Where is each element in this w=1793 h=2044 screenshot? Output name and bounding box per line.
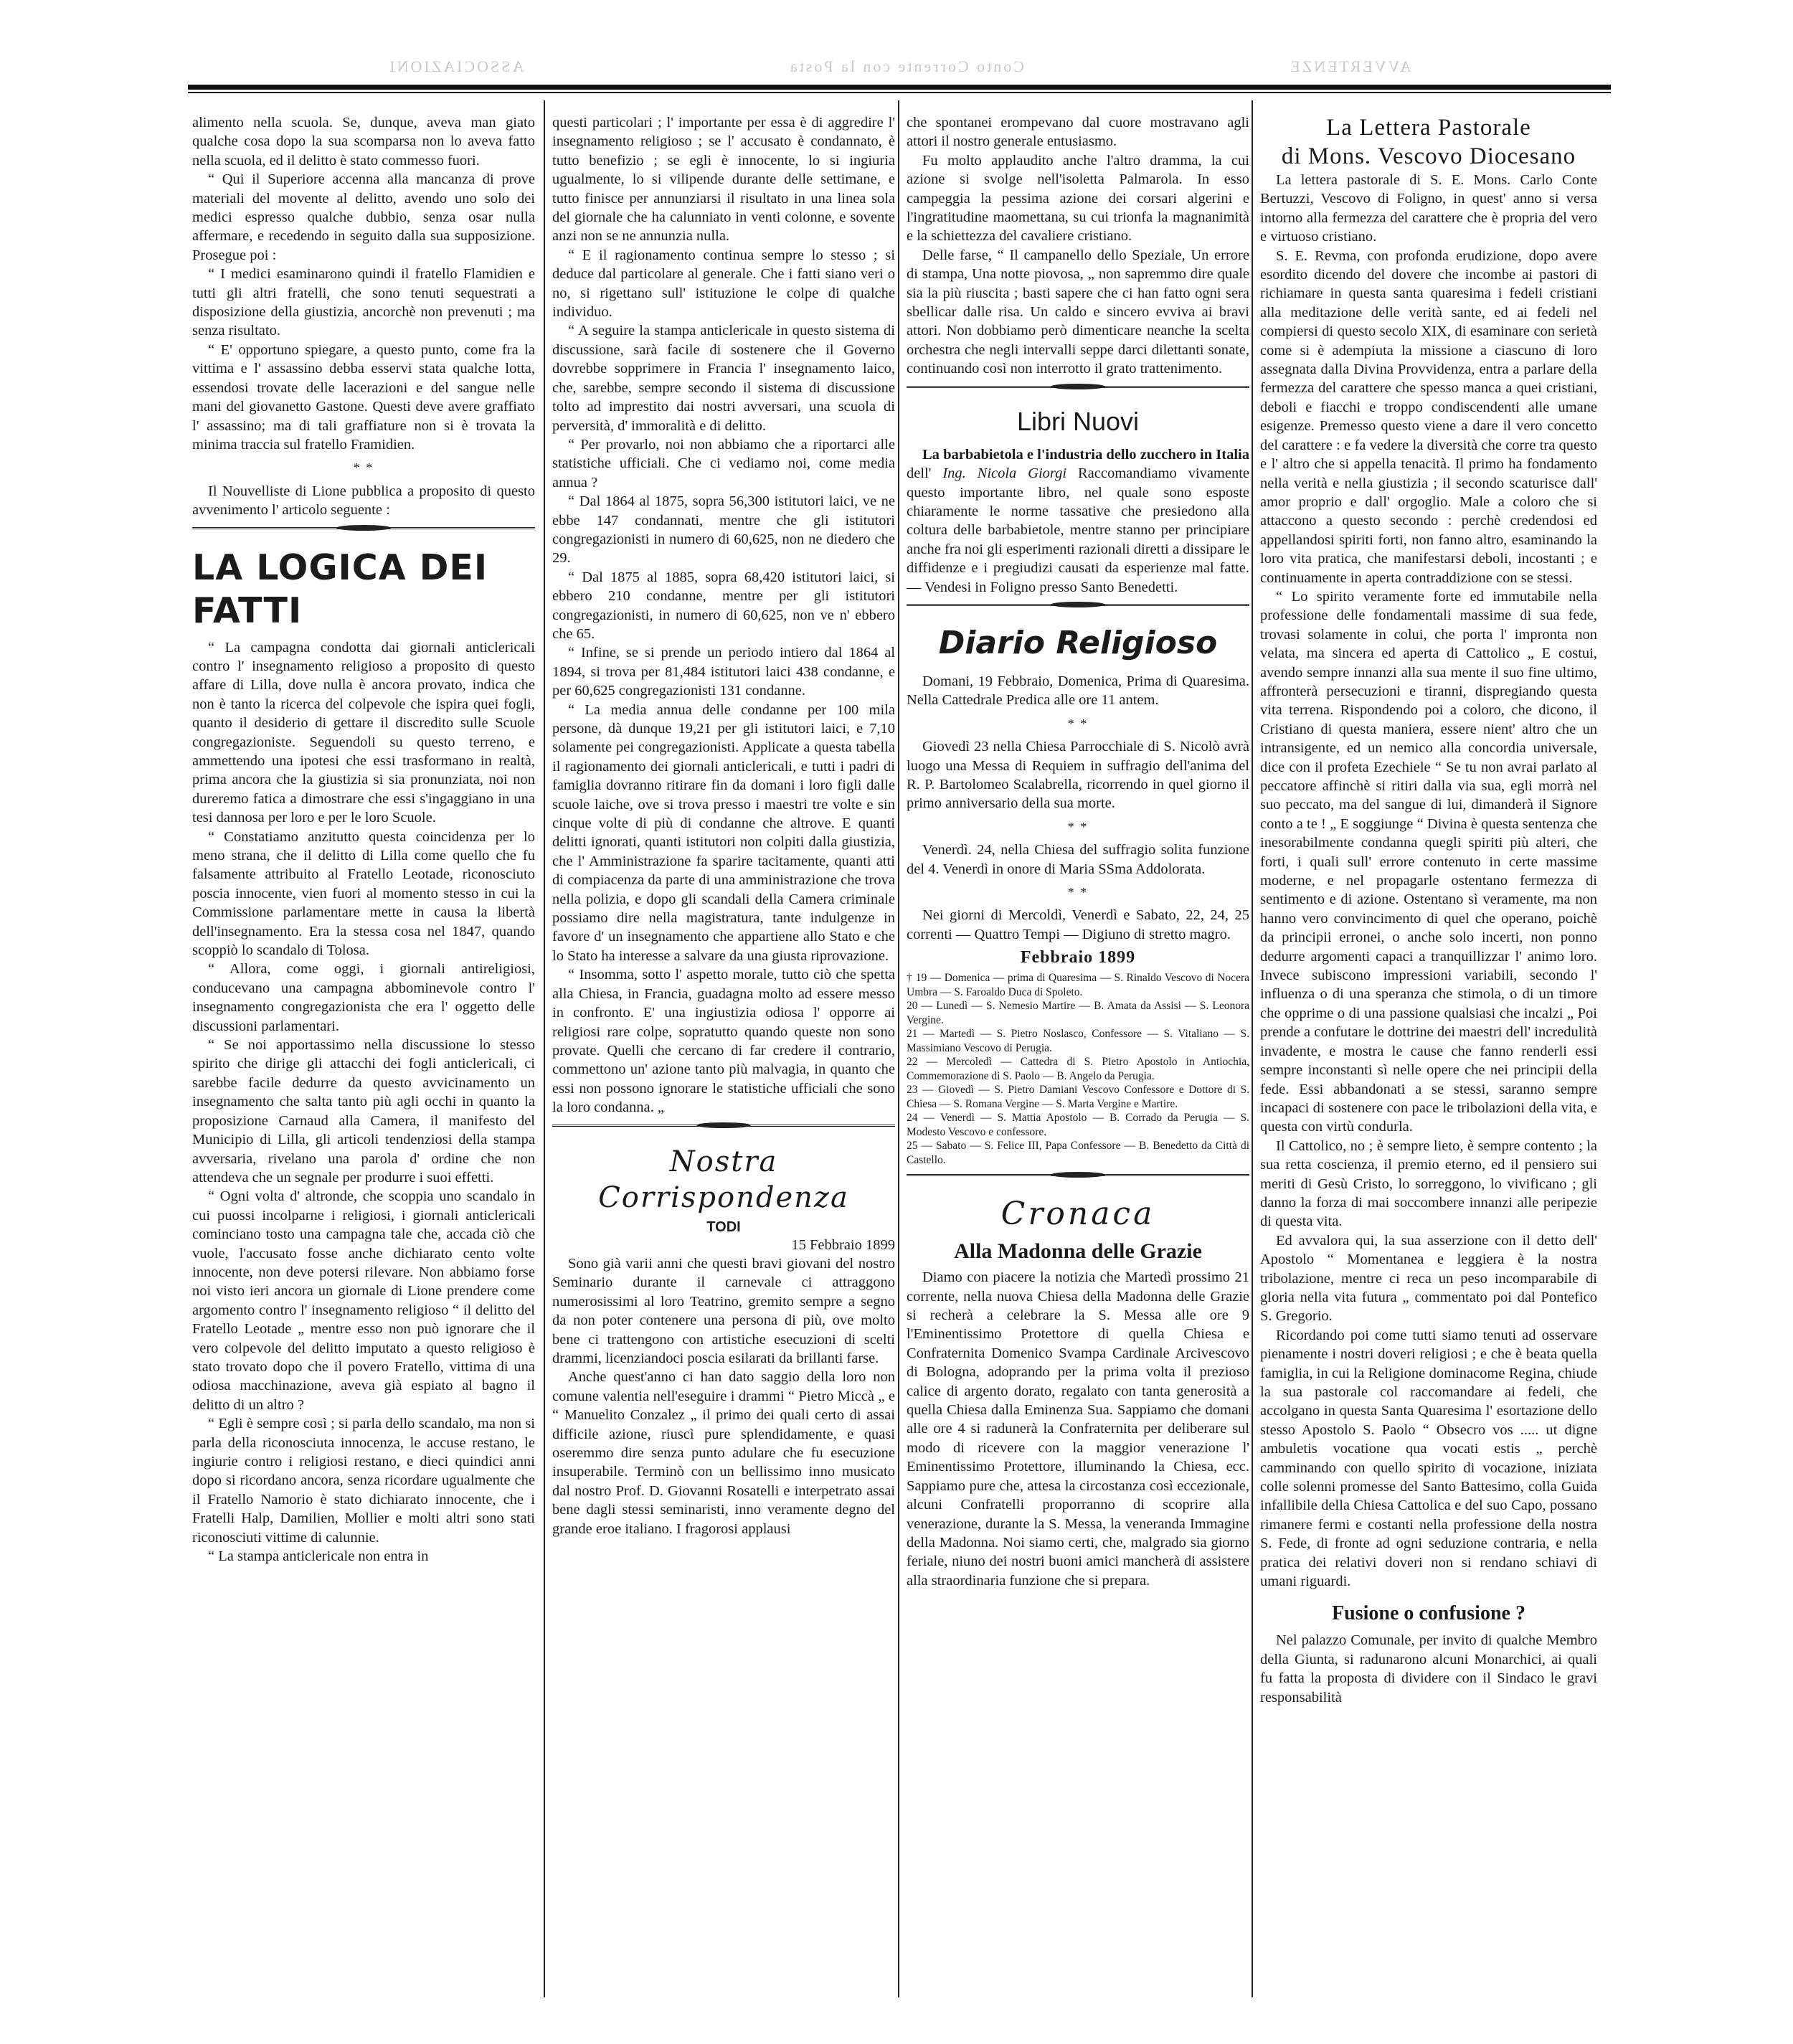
book-review: Raccomandiamo vivamente questo importante libro, nel quale sono esposte chiaramente le norme tassative che presiedono alla coltura delle barbabietole, mentre stanno per principiare anche fra noi gli esperimenti razionali diretti a dissipare le diffidenze e i pregiudizi causati da esperienze mal fatte. — Vendesi in Foligno presso Santo Benedetti.: [907, 465, 1250, 595]
column-divider-2: [898, 100, 899, 1997]
paragraph: La lettera pastorale di S. E. Mons. Carlo Conte Bertuzzi, Vescovo di Foligno, in quest' anno si versa intorno alla fermezza del carattere che è propria del vero e virtuoso cristiano.: [1260, 172, 1597, 245]
paragraph: Fu molto applaudito anche l'altro dramma, la cui azione si svolge nell'isoletta Palmarola. In esso campeggia la pessima azione dei corsari algerini e l'ingratitudine maomettana, su cui trionfa la magnanimità e la schiettezza del cavaliere cristiano.: [907, 152, 1249, 245]
article-headline: LA LOGICA DEI FATTI: [192, 547, 488, 631]
calendar-month: Febbraio 1899: [1020, 948, 1136, 967]
paragraph: Il Nouvelliste di Lione pubblica a proposito di questo avvenimento l' articolo seguente :: [192, 483, 535, 519]
article-subheadline: di Mons. Vescovo Diocesano: [1281, 143, 1576, 169]
paragraph: “ Ogni volta d' altronde, che scoppia uno scandalo in cui puossi incolparne i religiosi, i giornali anticlericali cominciano tosto una campagna tale che, accada ciò che vuole, l'accusato fosse anche dichiarato cento volte innocente, non deve potersi rilevare. Non abbiamo forse noi visto ieri ancora un giornale di Lione prendere come argomento contro l' insegnamento religioso “ il delitto del Fratello Leotade „ mentre esso non può ignorare che il vero colpevole del delitto imputato a questo religioso è stato trovato dopo che il povero Fratello, vittima di una odiosa macchinazione, aveva già espiato al bagno il delitto di un altro ?: [192, 1188, 535, 1413]
paragraph: “ Dal 1875 al 1885, sopra 68,420 istitutori laici, si ebbero 210 condanne, mentre per gli istitutori congregazionisti, in numero di 60,625, non ve n' ebbero che 65.: [552, 569, 895, 642]
paragraph: Ed avvalora qui, la sua asserzione con il detto dell' Apostolo “ Momentanea e leggiera è la nostra tribolazione, mentre ci reca un peso incomparabile di gloria nella vita futura „ commentato poi dal Pontefico S. Gregorio.: [1260, 1232, 1597, 1325]
section-heading-books: Libri Nuovi: [1016, 406, 1140, 436]
book-author-prefix: dell': [907, 465, 943, 482]
paragraph: Domani, 19 Febbraio, Domenica, Prima di Quaresima. Nella Cattedrale Predica alle ore 11 antem.: [907, 673, 1249, 709]
bleed-text-right: ASSOCIAZIONI: [387, 57, 524, 75]
ornament-divider: [907, 604, 1249, 616]
paragraph: “ Dal 1864 al 1875, sopra 56,300 istitutori laici, ve ne ebbe 147 condannati, mentre che gli istitutori congregazionisti in numero di 60,625, non ne diedero che 29.: [552, 493, 895, 567]
paragraph: S. E. Revma, con profonda erudizione, dopo avere esordito dicendo del dovere che incombe ai pastori di richiamare in questa santa quaresima i fedeli cristiani alla meditazione delle verità sante, ed ai fedeli nel compiersi di questo secolo XIX, di esaminare con serietà come si è adempiuta la missione a ciascuno di loro assegnata dalla Divina Provvidenza, entra a parlare della fermezza del carattere che spesso manca a quei cristiani, deboli e fiacchi e troppo condiscendenti alle umane esigenze. Premesso questo viene a dare il vero concetto del carattere : e fa vedere la diversità che corre tra questo e l' altro che si appella tenacità. Il primo ha fondamento nella verità e nella giustizia ; il secondo scaturisce dall' amor proprio e dall' orgoglio. Male a coloro che si attaccono a questo secondo : perchè credendosi ed appellandosi spiriti forti, non fanno altro, esaminando la loro vita pratica, che manifestarsi deboli, incostanti ; e continuamente in aperta contraddizione con se stessi.: [1260, 247, 1597, 586]
paragraph: Sono già varii anni che questi bravi giovani del nostro Seminario durante il carnevale ci attraggono numerosissimi al loro Teatrino, gremito sempre a segno da non poter contenere una persona di più, ove molto bene ci trattengono con artistiche esecuzioni di scelti drammi, licenziandoci poscia esilarati da brillanti farse.: [552, 1255, 895, 1366]
paragraph: “ La media annua delle condanne per 100 mila persone, dà dunque 19,21 per gli istitutori laici, e 7,10 solamente pei congregazionisti. Applicate a questa tabella il ragionamento dei giornali anticlericali, e tutti i padri di famiglia dovranno ritirare fin da domani i loro figli dalle scuole laiche, ove si trova presso i maestri tre volte e sin cinque volte di più di condanne che altrove. E quanti delitti ignorati, quanti istitutori non colpiti dalla giustizia, che l' Amministrazione fa sparire tacitamente, quanti atti di compiacenza da parte di una amministrazione che trova nella polizia, e dopo gli scandali della Camera criminale possiamo dire nella magistratura, tante indulgenze in favore d' un insegnamento che appartiene allo Stato e che lo Stato ha interesse a salvare da una giusta riprovazione.: [552, 701, 895, 964]
column-2: [552, 113, 895, 1538]
paragraph: “ Per provarlo, noi non abbiamo che a riportarci alle statistiche ufficiali. Che ci vediamo noi, come media annua ?: [552, 436, 895, 491]
paragraph: “ Infine, se si prende un periodo intiero dal 1864 al 1894, si trova per 81,484 istitutori laici 438 condanne, e per 60,625 congregazionisti 131 condanne.: [552, 645, 895, 699]
paragraph: “ Se noi apportassimo nella discussione lo stesso spirito che dirige gli attacchi dei fogli anticlericali, ci sarebbe facile dedurre da questo avvicinamento un insegnamento che salta tanto più agli occhi in quanto la proposizione Carnaud alla Camera, il manifesto del Municipio di Lilla, gli articoli tendenziosi della stampa avversaria, rivelano una parola d' ordine che non attendeva che un segnale per produrre i suoi effetti.: [192, 1037, 535, 1186]
bleed-text-left: AVVERTENZE: [1288, 57, 1411, 75]
column-1: [192, 113, 535, 1566]
paragraph: “ Insomma, sotto l' aspetto morale, tutto ciò che spetta alla Chiesa, in Francia, guadagna molto ad essere messo in confronto. E' una ingiustizia odiosa l' opporre ai religiosi rare colpe, sopratutto quando queste non sono provate. Quelli che cercano di far credere il contrario, commettono un' azione tanto più malvagia, in quanto che essi non possono ignorare le statistiche ufficiali che sono la loro condanna. „: [552, 967, 895, 1116]
section-heading-correspondence: Nostra Corrispondenza: [598, 1145, 849, 1214]
ornament-divider: [907, 386, 1249, 398]
ornament-divider: [552, 1125, 895, 1137]
ornament-divider: [907, 1174, 1249, 1186]
paragraph: “ Qui il Superiore accenna alla mancanza di prove materiali del movente al delitto, avendo uno solo dei medici espresso qualche dubbio, senza osar nulla affermare, e recedendo in seguito dalla sua supposizione. Prosegue poi :: [192, 171, 535, 263]
column-divider-1: [544, 100, 545, 1997]
section-heading-diary: Diario Religioso: [938, 624, 1218, 661]
top-rule-thin: [188, 92, 1611, 93]
mirrored-masthead-bleed: [188, 57, 1611, 82]
paragraph: Nei giorni di Mercoldì, Venerdì e Sabato, 22, 24, 25 correnti — Quattro Tempi — Digiuno di stretto magro.: [907, 907, 1249, 942]
paragraph: “ E il ragionamento continua sempre lo stesso ; si deduce dal particolare al generale. Che i fatti siano veri o no, si rigettano sull' istituzione le colpe di qualche individuo.: [552, 247, 895, 321]
article-headline: Fusione o confusione ?: [1332, 1602, 1525, 1625]
paragraph: “ Egli è sempre così ; si parla dello scandalo, ma non si parla della riconosciuta innocenza, le accuse restano, le ingiurie contro i religiosi restano, e dieci quindici anni dopo si ricordano ancora, senza ricordare ugualmente che il Fratello Namorio è stato dichiarato innocente, che i Fratelli Halp, Damilien, Mollier e molti altri sono stati riconosciuti vittime di calunnie.: [192, 1416, 535, 1546]
dateline-date: 15 Febbraio 1899: [791, 1236, 895, 1253]
paragraph: “ La campagna condotta dai giornali anticlericali contro l' insegnamento religioso a proposito di questo affare di Lilla, dove nulla è ancora provato, indica che non è tanto la ricerca del colpevole che ispira quei fogli, quanto il desiderio di gettare il discredito sulle Scuole congregazioniste. Seguendoli su questo terreno, e ammettendo una ipotesi che essi trasformano in realtà, prima ancora che la giustizia si sia pronunziata, noi non dureremo fatica a dimostrare che essi s'ingaggiano in una tesi dannosa per loro e per le loro Scuole.: [192, 639, 535, 826]
paragraph: “ La stampa anticlericale non entra in: [208, 1548, 429, 1565]
asterism: * *: [1067, 819, 1089, 834]
article-headline: Alla Madonna delle Grazie: [954, 1239, 1202, 1264]
paragraph: “ Constatiamo anzitutto questa coincidenza per lo meno strana, che il delitto di Lilla come quello che fu falsamente attribuito al Fratello Leotade, riconosciuto poscia innocente, vien fuori al momento stesso in cui la Commissione parlamentare mette in causa la libertà dell'insegnamento. Era la stessa cosa nel 1847, quando scoppiò lo scandalo di Tolosa.: [192, 828, 535, 959]
paragraph: Giovedì 23 nella Chiesa Parrocchiale di S. Nicolò avrà luogo una Messa di Requiem in suffragio dell'anima del R. P. Bartolomeo Scalabrella, ricorrendo in quel giorno il primo anniversario della sua morte.: [907, 739, 1249, 812]
paragraph: Venerdì. 24, nella Chiesa del suffragio solita funzione del 4. Venerdì in onore di Maria SSma Addolorata.: [907, 842, 1249, 877]
calendar-entry: 25 — Sabato — S. Felice III, Papa Confessore — B. Benedetto da Città di Castello.: [907, 1140, 1249, 1166]
ornament-divider: [192, 527, 535, 539]
asterism: * *: [1067, 716, 1089, 731]
book-author: Ing. Nicola Giorgi: [942, 465, 1067, 482]
calendar-entry: 23 — Giovedì — S. Pietro Damiani Vescovo Confessore e Dottore di S. Chiesa — S. Romana Vergine — S. Marta Vergine e Martire.: [907, 1084, 1249, 1110]
book-title: La barbabietola e l'industria dello zucchero in Italia: [922, 446, 1249, 463]
bleed-text-center: Conto Corrente con la Posta: [787, 57, 1024, 75]
calendar-entry: 22 — Mercoledì — Cattedra di S. Pietro Apostolo in Antiochia, Commemorazione di S. Paolo — B. Angelo da Perugia.: [907, 1056, 1249, 1082]
dateline-place: TODI: [706, 1219, 741, 1235]
paragraph: Ricordando poi come tutti siamo tenuti ad osservare pienamente i nostri doveri religiosi ; e che è beata quella famiglia, in cui la Religione dominacome Regina, chiude la sua pastorale col raccomandare ai fedeli, che accolgano in questa Santa Quaresima l' esortazione dello stesso Apostolo S. Paolo “ Obsecro vos ..... ut digne ambuletis vocatione qua vocati estis „ perchè camminando con quello spirito di vocazione, iniziata colle solenni promesse del Santo Battesimo, colla Guida infallibile della Chiesa Cattolica e del suo Capo, possano rimanere fermi e costanti nella professione della nostra S. Fede, di fronte ad ogni seduzione contraria, e nella pratica dei relativi doveri non si rendano schiavi di umani riguardi.: [1260, 1327, 1597, 1590]
calendar-entry: † 19 — Domenica — prima di Quaresima — S. Rinaldo Vescovo di Nocera Umbra — S. Faroaldo Duca di Spoleto.: [907, 972, 1249, 998]
paragraph: questi particolari ; l' importante per essa è di aggredire l' insegnamento religioso ; se l' accusato è condannato, è tutto benefizio ; se egli è innocente, lo si ingiuria ugualmente, lo si vilipende durante delle settimane, e tutto finisce per annunziarsi il risultato in una linea sola del giornale che ha calunniato in venti colonne, e sovente anzi non se ne annunzia nulla.: [552, 115, 895, 245]
paragraph: che spontanei erompevano dal cuore mostravano agli attori il nostro generale entusiasmo.: [907, 115, 1249, 150]
calendar-list: [907, 971, 1249, 1167]
paragraph: Diamo con piacere la notizia che Martedì prossimo 21 corrente, nella nuova Chiesa della Madonna delle Grazie si recherà a celebrare la S. Messa alle ore 9 l'Eminentissimo Protettore di quella Chiesa e Confraternita Domenico Svampa Cardinale Arcivescovo di Bologna, adoprando per la prima volta il prezioso calice di argento dorato, regalato con tanta generosità a quella Chiesa dalla Eminenza Sua. Sappiamo che domani alle ore 4 si radunerà la Confraternita per deliberare sul modo di ricevere con la maggior venerazione l' Eminentissimo Protettore, illuminando la Chiesa, ecc. Sappiamo pure che, attesa la circostanza così eccezionale, alcuni Confratelli proporranno di scoprire alla venerazione, durante la S. Messa, la veneranda Immagine della Madonna. Noi siamo certi, che, malgrado sia giorno feriale, niuno dei nostri buoni amici mancherà di assistere alla straordinaria funzione che si prepara.: [907, 1269, 1249, 1589]
article-headline: La Lettera Pastorale: [1326, 115, 1531, 141]
paragraph: Nel palazzo Comunale, per invito di qualche Membro della Giunta, si radunarono alcuni Monarchici, ai quali fu fatta la proposta di dividere con il Sindaco le gravi responsabilità: [1260, 1632, 1597, 1705]
column-divider-3: [1252, 100, 1253, 1997]
paragraph: “ E' opportuno spiegare, a questo punto, come fra la vittima e l' assassino debba esservi stata qualche lotta, essendosi trovate delle lacerazioni e del sangue nelle mani del giovanetto Gastone. Questi deve avere graffiato l' assassino; ma di tali graffiature non si è trovata la minima traccia sul fratello Framidien.: [192, 341, 535, 453]
paragraph: “ Allora, come oggi, i giornali antireligiosi, conducevano una campagna abbominevole contro l' insegnamento congregazionista che era l' oggetto delle discussioni parlamentari.: [192, 961, 535, 1034]
section-heading-chronicle: Cronaca: [1000, 1196, 1155, 1233]
calendar-entry: 24 — Venerdì — S. Mattia Apostolo — B. Corrado da Perugia — S. Modesto Vescovo e confessore.: [907, 1112, 1249, 1138]
column-3: [907, 113, 1249, 1590]
paragraph: “ A seguire la stampa anticlericale in questo sistema di discussione, sarà facile di sostenere che il Governo dovrebbe sopprimere in Francia l' insegnamento laico, che, sarebbe, sempre secondo il sistema di discussione tolto ad imprestito dai nostri avversari, una scuola di perversità, d' immoralità e di delitto.: [552, 323, 895, 434]
paragraph: Anche quest'anno ci han dato saggio della loro non comune valentia nell'eseguire i drammi “ Pietro Miccà „ e “ Manuelito Conzalez „ il primo dei quali certo di assai difficile azione, riuscì pure splendidamente, e quasi oseremmo dire senza punto adulare che fu esecuzione insuperabile. Terminò con un bellissimo inno musicato dal nostro Prof. D. Giovanni Rosatelli e interpetrato assai bene dagli stessi seminaristi, inno veramente degno del grande eroe italiano. I fragorosi applausi: [552, 1369, 895, 1537]
paragraph: alimento nella scuola. Se, dunque, aveva man giato qualche cosa dopo la sua scomparsa non lo aveva fatto nella scuola, ed il delitto è stato commesso fuori.: [192, 115, 535, 169]
column-4: [1260, 113, 1597, 1707]
paragraph: Il Cattolico, no ; è sempre lieto, è sempre contento ; la sua retta coscienza, il premio eterno, ed il pensiero sui meriti di Gesù Cristo, lo sorreggono, lo vivificano ; gli danno la forza di mai soccombere innanzi alle peripezie di questa vita.: [1260, 1137, 1597, 1230]
paragraph: “ I medici esaminarono quindi il fratello Flamidien e tutti gli altri fratelli, che sono tenuti sequestrati a disposizione della giustizia, ancorchè non prevenuti ; ma senza risultato.: [192, 266, 535, 339]
paragraph: “ Lo spirito veramente forte ed immutabile nella professione delle fondamentali massime di sua fede, trovasi solamente in colui, che porta l' impronta non velata, ma sincera ed aperta di Cattolico „ E costui, avendo sempre innanzi alla sua mente il suo fine ultimo, affronterà persecuzioni e tiranni, dispregiando questa vita terrena. Rispondendo poi a coloro, che dicono, il Cristiano di questa maniera, essere nient' altro che un intransigente, ed un nemico alla concordia universale, dice con il profeta Ezechiele “ Se tu non avrai parlato al peccatore affinchè si ritiri dalla via sua, egli morrà nel suo peccato, ma del sangue di lui, dimanderà il Signore conto a te ! „ E soggiunge “ Divina è questa sentenza che inesorabilmente condanna quegli spiriti più alteri, che forti, i quali sull' errore contenuto in certe massime moderne, e nel propagarle ostentano fermezza di sentimento e di azione. Ostentano sì veramente, ma non hanno vero convincimento di quel che operano, poichè da principii erronei, o anche solo incerti, non ponno dedurre argomenti capaci a tranquillizzar l' animo loro. Invece subiscono impressioni variabili, secondo l' influenza o di una speranza che stimola, o di un timore che opprime o di una passione qualsiasi che incalzi „ Poi prende a confutare le dottrine dei maestri dell' incredulità invadente, e mostra le cause che fanno renderli essi sempre inconstanti sì nelle opere che nei principii della fede. Essi abbandonati a se stessi, saranno sempre incapaci di sostenere con pace le tribolazioni della vita, e questa con virtù condurla.: [1260, 588, 1597, 1135]
calendar-entry: 21 — Martedì — S. Pietro Noslasco, Confessore — S. Vitaliano — S. Massimiano Vescovo di Perugia.: [907, 1028, 1249, 1054]
calendar-entry: 20 — Lunedì — S. Nemesio Martire — B. Amata da Assisi — S. Leonora Vergine.: [907, 1000, 1249, 1026]
asterism: * *: [1067, 885, 1089, 899]
asterism: * *: [353, 460, 374, 475]
top-rule: [188, 85, 1611, 90]
paragraph: Delle farse, “ Il campanello dello Speziale, Un errore di stampa, Una notte piovosa, „ non sapremmo dire quale sia la più riuscita ; basti sapere che ci han fatto ogni sera sbellicar dalle risa. Un caldo e sincero evviva ai bravi attori. Non dobbiamo però dimenticare neanche la scelta orchestra che negli intervalli seppe darci dilettanti sonate, continuando così non interrotto il grato trattenimento.: [907, 247, 1249, 377]
